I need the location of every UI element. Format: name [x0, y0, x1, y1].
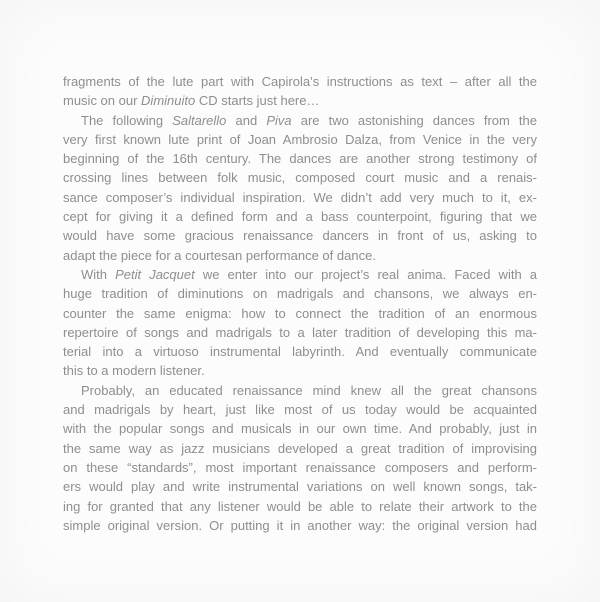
text-line: [63, 400, 537, 419]
text-run: With: [81, 266, 116, 282]
text-line: [63, 477, 537, 496]
text-line: [63, 323, 537, 342]
text-run: Probably, an educated renaissance mind knew all the great chansons: [81, 382, 537, 398]
text-run: CD starts just here…: [195, 93, 320, 109]
text-run: counter the same enigma: how to connect the tradition of an enormous: [63, 305, 537, 321]
italic-run: Piva: [266, 112, 292, 128]
italic-run: Diminuito: [141, 93, 196, 109]
text-run: repertoire of songs and madrigals to a later tradition of developing this ma-: [63, 324, 537, 340]
text-run: are two astonishing dances from the: [291, 112, 538, 128]
text-line: [63, 265, 537, 284]
text-run: we enter into our project’s real anima. Faced with a: [194, 266, 537, 282]
text-line: [63, 149, 537, 168]
text-run: fragments of the lute part with Capirola’s instructions as text – after all the: [63, 74, 537, 89]
text-run: on these “standards”, most important renaissance composers and perform-: [63, 459, 537, 475]
liner-notes-text: [63, 72, 537, 535]
text-line: [63, 497, 537, 516]
text-line: [63, 381, 537, 400]
text-run: cept for giving it a defined form and a bass counterpoint, figuring that we: [63, 209, 537, 225]
text-line: [63, 207, 537, 226]
text-run: the same way as jazz musicians developed a great tradition of improvising: [63, 440, 537, 456]
text-line: [63, 304, 537, 323]
text-line: [63, 111, 537, 130]
text-run: adapt the piece for a courtesan performance of dance.: [63, 247, 376, 263]
text-line: [63, 342, 537, 361]
text-run: would have some gracious renaissance dancers in front of us, asking to: [63, 228, 537, 244]
text-line: [63, 130, 537, 149]
text-run: simple original version. Or putting it in another way: the original version had: [63, 517, 537, 533]
text-line: [63, 419, 537, 438]
text-line: [63, 188, 537, 207]
text-run: and: [226, 112, 267, 128]
text-line: [63, 516, 537, 535]
text-run: huge tradition of diminutions on madrigals and chansons, we always en-: [63, 286, 537, 302]
text-run: sance composer’s individual inspiration. We didn’t add very much to it, ex-: [63, 189, 537, 205]
text-run: beginning of the 16th century. The dances are another strong testimony of: [63, 151, 537, 167]
text-run: and madrigals by heart, just like most of us today would be acquainted: [63, 402, 537, 418]
italic-run: Saltarello: [172, 112, 227, 128]
text-line: [63, 72, 537, 91]
text-line: [63, 246, 537, 265]
text-run: ing for granted that any listener would be able to relate their artwork to the: [63, 498, 537, 514]
text-run: crossing lines between folk music, composed court music and a renais-: [63, 170, 537, 186]
italic-run: Petit Jacquet: [115, 266, 195, 282]
text-run: ers would play and write instrumental variations on well known songs, tak-: [63, 479, 537, 495]
text-line: [63, 458, 537, 477]
text-line: [63, 226, 537, 245]
text-run: very first known lute print of Joan Ambrosio Dalza, from Venice in the very: [63, 131, 537, 147]
text-line: [63, 361, 537, 380]
text-line: [63, 91, 537, 110]
text-run: terial into a virtuoso instrumental labyrinth. And eventually communicate: [63, 344, 537, 360]
text-line: [63, 168, 537, 187]
text-run: The following: [81, 112, 173, 128]
text-run: music on our: [63, 93, 142, 109]
text-run: with the popular songs and musicals in our own time. And probably, just in: [63, 421, 537, 437]
text-run: this to a modern listener.: [63, 363, 205, 379]
text-line: [63, 439, 537, 458]
text-line: [63, 284, 537, 303]
